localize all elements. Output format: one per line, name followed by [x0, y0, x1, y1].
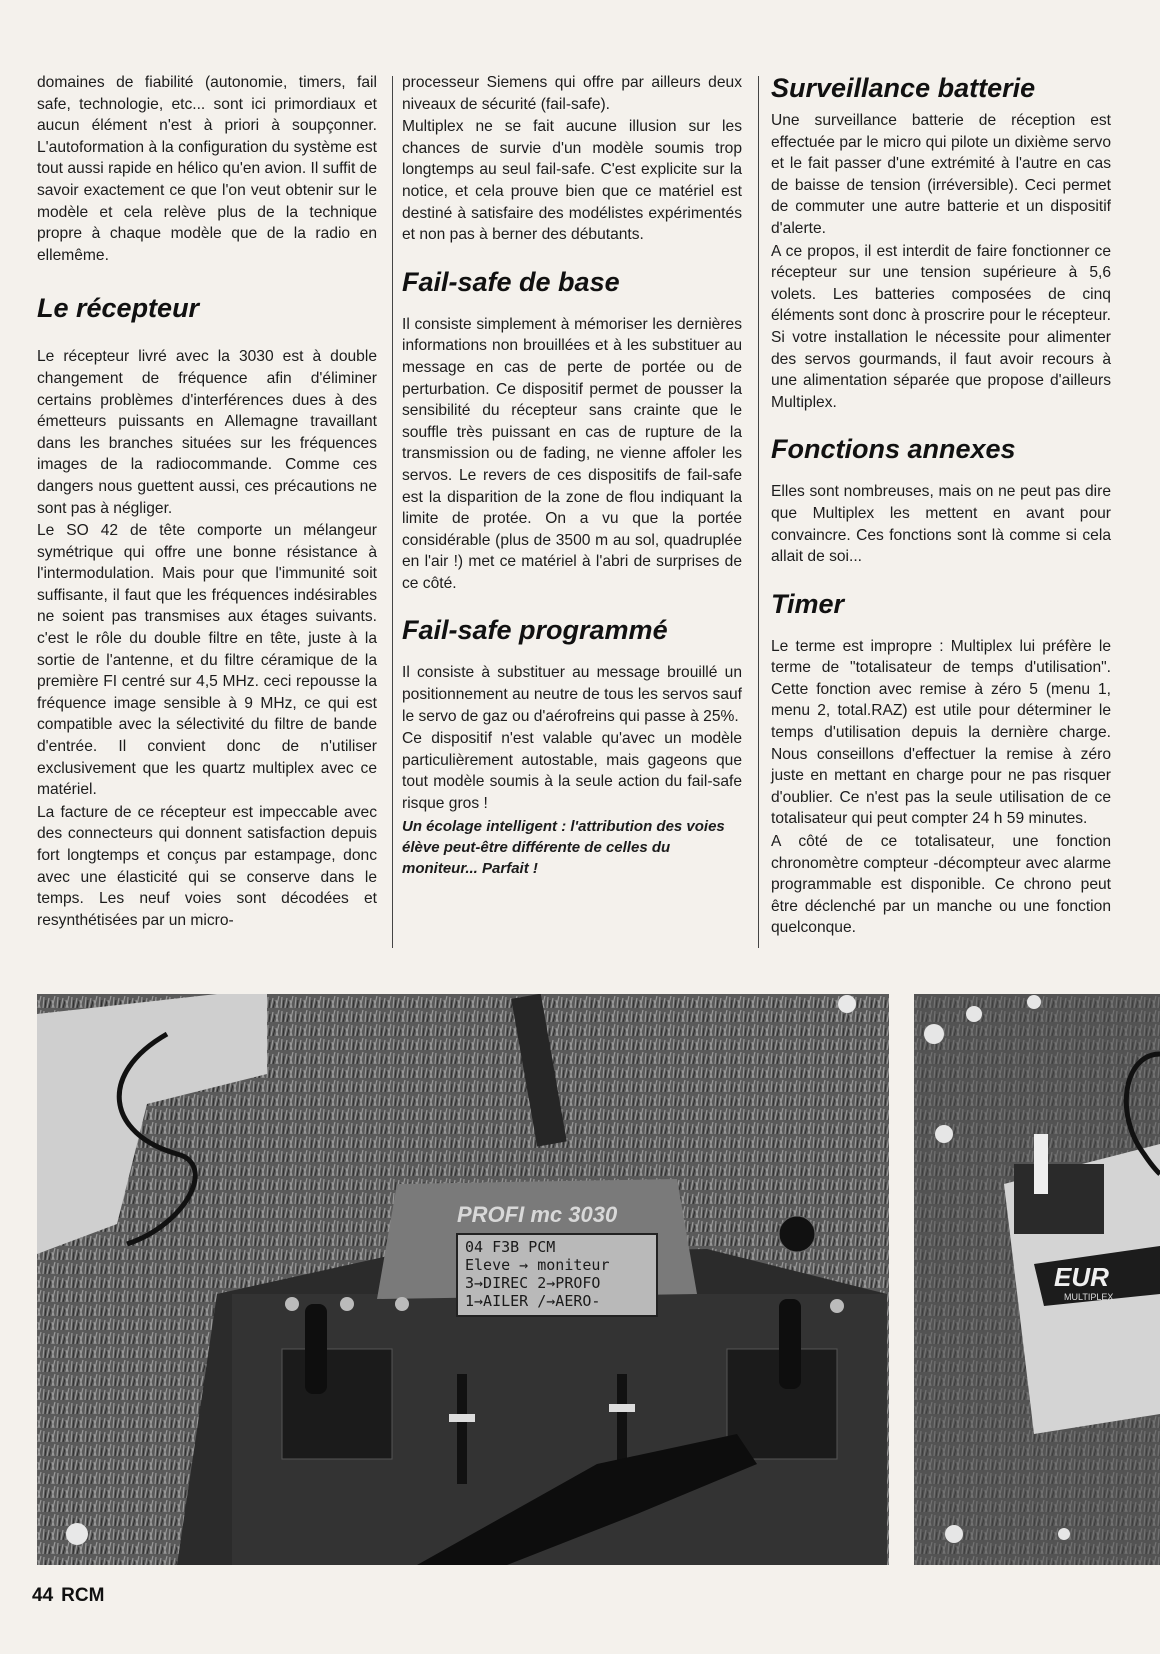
receiver-photo — [914, 994, 1160, 1565]
paragraph: domaines de fiabilité (autonomie, timers, fail safe, technologie, etc... sont ici primordiaux et aucun élément n'est à priori à soupçonner. L'autoformation à la configuration du système est tout aussi rapide en hélico qu'en avion. Il suffit de savoir exactement ce que l'on veut obtenir sur le modèle et cela relève plus de la technique propre à chaque modèle que de la radio en ellemême. — [37, 74, 377, 264]
paragraph: Le récepteur livré avec la 3030 est à double changement de fréquence afin d'éliminer certains problèmes d'interférences dues à des émetteurs puissants en Allemagne travaillant dans les branches situées sur les fréquences images de la radiocommande. Comme ces dangers nous guettent aussi, ces précautions ne sont pas à négliger. — [37, 348, 377, 517]
brand-label: PROFI mc 3030 — [457, 1202, 618, 1227]
transmitter-photo — [37, 994, 889, 1565]
column-rule — [392, 76, 393, 948]
paragraph: processeur Siemens qui offre par ailleurs deux niveaux de sécurité (fail-safe). — [402, 74, 742, 113]
column-1 — [37, 72, 377, 932]
paragraph: Il consiste à substituer au message brouillé un positionnement au neutre de tous les servos sauf le servo de gaz ou d'aérofreins qui passe à 25%. — [402, 664, 742, 725]
paragraph: Il consiste simplement à mémoriser les dernières informations non brouillées et à les substituer au message en cas de perte de portée ou de perturbation. Ce dispositif permet de pousser la sensibilité du récepteur sans crainte que le souffle très puissant en cas de rupture de la transmission ou de fading, ne vienne affoler les servos. Le revers de ces dispositifs de fail-safe est la disparition de la zone de flou indiquant la limite de protée. On a vu que la portée considérable (plus de 3500 m au sol, quadruplée en l'air !) met ce matériel à l'abri de surprises de ce côté. — [402, 315, 742, 592]
heading-recepteur: Le récepteur — [37, 293, 200, 324]
column-rule — [758, 76, 759, 948]
magazine-name: RCM — [61, 1585, 105, 1606]
lcd-line: 3→DIREC 2→PROFO — [465, 1274, 601, 1292]
lcd-line: Eleve → moniteur — [465, 1256, 610, 1274]
paragraph: Elles sont nombreuses, mais on ne peut pas dire que Multiplex les mettent en avant pour convaincre. Ces fonctions sont là comme si cela allait de soi... — [771, 483, 1111, 566]
lcd-line: 04 F3B PCM — [465, 1238, 556, 1256]
heading-fonctions-annexes: Fonctions annexes — [771, 434, 1016, 465]
paragraph: Le terme est impropre : Multiplex lui préfère le terme de "totalisateur de temps d'utilisation". Cette fonction avec remise à zéro 5 (menu 1, menu 2, total.RAZ) est utile pour déterminer le temps d'utilisation depuis la dernière charge. Nous conseillons d'effectuer la remise à zéro juste en mettant en charge pour ne pas risquer d'oublier. Ce n'est pas la seule utilisation de ce totalisateur qui peut compter 24 h 59 minutes. — [771, 637, 1111, 828]
receiver-illustration — [914, 994, 1160, 1565]
receiver-brand-label: EUR — [1054, 1262, 1109, 1292]
heading-timer: Timer — [771, 588, 845, 619]
paragraph: A ce propos, il est interdit de faire fonctionner ce récepteur sur une tension supérieure à 5,6 volets. Les batteries composées de cinq éléments sont donc à proscrire pour le récepteur. Si votre installation le nécessite pour alimenter des servos gourmands, il faut avoir recours à une alimentation séparée que propose d'ailleurs Multiplex. — [771, 242, 1111, 411]
receiver-sub-label: MULTIPLEX — [1064, 1292, 1114, 1302]
paragraph: A côté de ce totalisateur, une fonction chronomètre compteur -décompteur avec alarme programmable est disponible. Ce chrono peut être déclenché par un manche ou une fonction quelconque. — [771, 833, 1111, 937]
column-3 — [771, 72, 1111, 940]
heading-fail-safe-programme: Fail-safe programmé — [402, 615, 668, 646]
paragraph: Ce dispositif n'est valable qu'avec un modèle particulièrement autostable, mais gageons que tout modèle soumis à la seule action du fail-safe risque gros ! — [402, 730, 742, 813]
paragraph: Le SO 42 de tête comporte un mélangeur symétrique qui offre une bonne résistance à l'intermodulation. Mais pour que l'immunité soit suffisante, il faut que les fréquences indésirables ne soient pas transmises aux étages suivants. c'est le rôle du double filtre en tête, juste à la sortie de l'antenne, et du filtre céramique de la première FI centré sur 4,5 MHz. ceci repousse la fréquence image sensible à 9 MHz, ce qui est compatible avec la sélectivité du filtre de bande d'entrée. Il convient donc de n'utiliser exclusivement que les quartz multiplex avec ce matériel. — [37, 522, 377, 799]
photo-caption: Un écolage intelligent : l'attribution des voies élève peut-être différente de celles du moniteur... Parfait ! — [402, 817, 725, 877]
heading-surveillance-batterie: Surveillance batterie — [771, 73, 1036, 103]
paragraph: La facture de ce récepteur est impeccable avec des connecteurs qui donnent satisfaction depuis fort longtemps et conçus par estampage, donc avec une élasticité qui se conserve dans le temps. Les neuf voies sont décodées et resynthétisées par un micro- — [37, 803, 377, 929]
paragraph: Une surveillance batterie de réception est effectuée par le micro qui pilote un dixième servo et le fait passer d'une extrémité à l'autre en cas de baisse de tension (irréversible). Ceci permet de commuter une autre batterie et un dispositif d'alerte. — [771, 112, 1111, 237]
paragraph: Multiplex ne se fait aucune illusion sur les chances de survie d'un modèle soumis trop longtemps au seul fail-safe. C'est explicite sur la notice, et cela prouve bien que ce matériel est destiné à satisfaire des modélistes expérimentés et non pas à berner des débutants. — [402, 118, 742, 244]
page-number: 44 — [32, 1585, 54, 1606]
lcd-line: 1→AILER /→AERO- — [465, 1292, 601, 1310]
page-footer — [32, 1585, 104, 1607]
column-2 — [402, 72, 742, 880]
transmitter-illustration — [37, 994, 889, 1565]
heading-fail-safe-base: Fail-safe de base — [402, 266, 620, 297]
